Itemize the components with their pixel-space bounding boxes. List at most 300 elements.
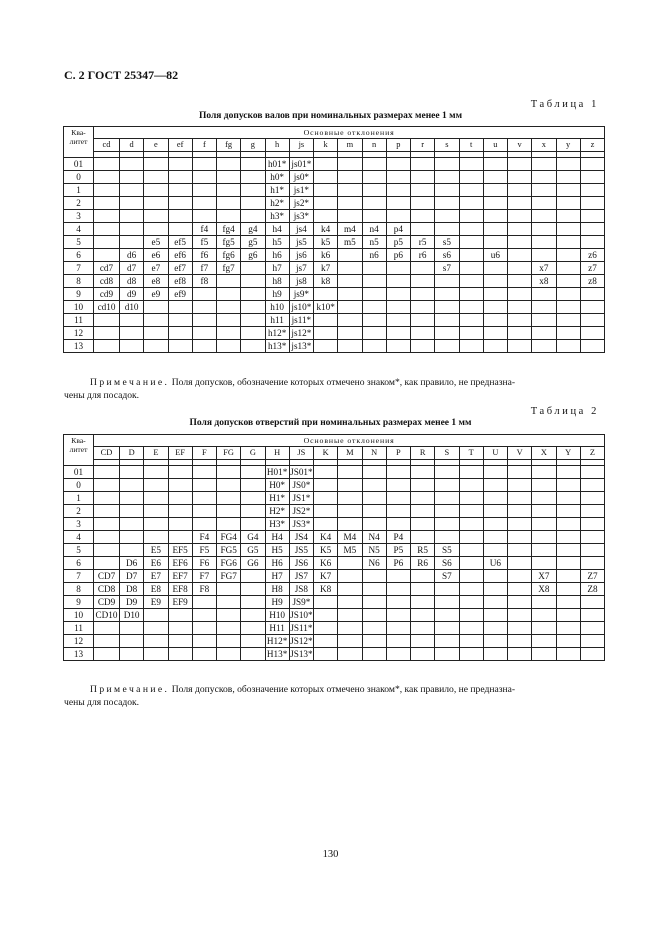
tolerance-cell: [483, 466, 507, 479]
tolerance-cell: [144, 340, 168, 353]
tolerance-cell: [483, 531, 507, 544]
tolerance-cell: [580, 505, 604, 518]
table-row: [64, 557, 605, 570]
tolerance-cell: [411, 314, 435, 327]
tolerance-cell: [217, 197, 241, 210]
tolerance-cell: [168, 171, 192, 184]
tolerance-cell: [435, 171, 459, 184]
tolerance-cell: s7: [435, 262, 459, 275]
tolerance-cell: [508, 622, 532, 635]
tolerance-cell: [386, 327, 410, 340]
tolerance-cell: p6: [386, 249, 410, 262]
tolerance-cell: [192, 648, 216, 661]
tolerance-cell: [144, 479, 168, 492]
tolerance-cell: [314, 609, 338, 622]
tolerance-cell: [580, 596, 604, 609]
tolerance-cell: [556, 531, 580, 544]
tolerance-cell: [532, 479, 556, 492]
tolerance-cell: [217, 609, 241, 622]
column-header: r: [411, 139, 435, 152]
tolerance-cell: [241, 340, 265, 353]
tolerance-cell: [532, 622, 556, 635]
column-header: g: [241, 139, 265, 152]
tolerance-cell: [532, 648, 556, 661]
tolerance-cell: [144, 171, 168, 184]
tolerance-cell: EF7: [168, 570, 192, 583]
tolerance-cell: [508, 544, 532, 557]
tolerance-cell: [459, 505, 483, 518]
tolerance-cell: h3*: [265, 210, 289, 223]
tolerance-cell: JS8: [289, 583, 313, 596]
tolerance-cell: [314, 518, 338, 531]
tolerance-cell: [556, 236, 580, 249]
tolerance-cell: [192, 609, 216, 622]
table-row: [64, 518, 605, 531]
tolerance-cell: H12*: [266, 636, 288, 646]
tolerance-cell: [459, 635, 483, 648]
tolerance-cell: H6: [265, 557, 289, 570]
tolerance-cell: JS13*: [290, 649, 313, 659]
tolerance-cell: [241, 479, 265, 492]
tolerance-cell: [580, 492, 604, 505]
tolerance-cell: [580, 648, 604, 661]
tolerance-cell: [532, 301, 556, 314]
kvalitet-cell: 2: [64, 505, 94, 518]
tolerance-cell: [532, 327, 556, 340]
tolerance-cell: [120, 622, 144, 635]
table-row: [64, 622, 605, 635]
tolerance-cell: S6: [435, 557, 459, 570]
tolerance-cell: H3*: [265, 518, 289, 531]
column-header: z: [580, 139, 604, 152]
tolerance-cell: H0*: [265, 479, 289, 492]
tolerance-cell: [556, 505, 580, 518]
tolerance-cell: x8: [532, 275, 556, 288]
column-header: H: [265, 447, 289, 460]
tolerance-cell: js12*: [289, 327, 313, 340]
tolerance-cell: [120, 635, 144, 648]
tolerance-cell: [314, 197, 338, 210]
tolerance-cell: P6: [386, 557, 410, 570]
tolerance-cell: u6: [483, 249, 507, 262]
tolerance-cell: X8: [532, 583, 556, 596]
tolerance-cell: [483, 570, 507, 583]
tolerance-cell: [435, 210, 459, 223]
tolerance-cell: [144, 622, 168, 635]
tolerance-cell: f7: [192, 262, 216, 275]
tolerance-cell: F5: [192, 544, 216, 557]
tolerance-cell: H7: [265, 570, 289, 583]
tolerance-cell: g4: [241, 223, 265, 236]
kvalitet-cell: 01: [64, 158, 94, 171]
tolerance-cell: [435, 223, 459, 236]
tolerance-cell: [192, 492, 216, 505]
tolerance-cell: [459, 583, 483, 596]
tolerance-cell: [532, 171, 556, 184]
tolerance-cell: [532, 609, 556, 622]
tolerance-cell: [459, 314, 483, 327]
tolerance-cell: [459, 275, 483, 288]
tolerance-cell: [217, 301, 241, 314]
tolerance-cell: JS0*: [289, 479, 313, 492]
tolerance-cell: cd9: [94, 288, 120, 301]
tolerance-cell: [168, 197, 192, 210]
kvalitet-cell: 12: [64, 327, 94, 340]
tolerance-cell: [94, 648, 120, 661]
tolerance-cell: [362, 314, 386, 327]
tolerance-cell: [459, 197, 483, 210]
tolerance-cell: [192, 596, 216, 609]
tolerance-cell: [386, 479, 410, 492]
tolerance-cell: [120, 479, 144, 492]
tolerance-cell: [362, 635, 386, 648]
tolerance-cell: [532, 596, 556, 609]
tolerance-cell: [532, 184, 556, 197]
tolerance-cell: [120, 492, 144, 505]
tolerance-cell: [314, 314, 338, 327]
tolerance-cell: [556, 262, 580, 275]
tolerance-cell: [556, 583, 580, 596]
tolerance-cell: [386, 171, 410, 184]
tolerance-cell: s6: [435, 249, 459, 262]
column-header: V: [508, 447, 532, 460]
hole-tolerance-table: [63, 434, 605, 661]
tolerance-cell: [483, 314, 507, 327]
tolerance-cell: d7: [120, 262, 144, 275]
kvalitet-cell: 10: [64, 609, 94, 622]
tolerance-cell: [386, 210, 410, 223]
tolerance-cell: n4: [362, 223, 386, 236]
tolerance-cell: [459, 327, 483, 340]
tolerance-cell: [192, 622, 216, 635]
tolerance-cell: [241, 314, 265, 327]
tolerance-cell: [192, 466, 216, 479]
table-row: [64, 275, 605, 288]
tolerance-cell: [192, 340, 216, 353]
tolerance-cell: [386, 184, 410, 197]
tolerance-cell: EF8: [168, 583, 192, 596]
tolerance-cell: [483, 210, 507, 223]
tolerance-cell: M4: [338, 531, 362, 544]
tolerance-cell: [94, 171, 120, 184]
tolerance-cell: [411, 327, 435, 340]
tolerance-cell: js8: [289, 275, 313, 288]
tolerance-cell: [144, 518, 168, 531]
tolerance-cell: [532, 314, 556, 327]
table-row: [64, 648, 605, 661]
tolerance-cell: [483, 197, 507, 210]
tolerance-cell: [144, 301, 168, 314]
tolerance-cell: [580, 609, 604, 622]
tolerance-cell: [120, 544, 144, 557]
tolerance-cell: [338, 557, 362, 570]
tolerance-cell: [168, 327, 192, 340]
tolerance-cell: ef9: [168, 288, 192, 301]
tolerance-cell: [580, 479, 604, 492]
tolerance-cell: [483, 518, 507, 531]
kvalitet-cell: 5: [64, 236, 94, 249]
kvalitet-cell: 2: [64, 197, 94, 210]
tolerance-cell: [94, 531, 120, 544]
tolerance-cell: [411, 288, 435, 301]
tolerance-cell: [411, 197, 435, 210]
tolerance-cell: [94, 557, 120, 570]
tolerance-cell: h13*: [265, 340, 289, 353]
tolerance-cell: [411, 340, 435, 353]
tolerance-cell: [556, 570, 580, 583]
tolerance-cell: [411, 531, 435, 544]
column-header: h: [265, 139, 289, 152]
tolerance-cell: [556, 466, 580, 479]
tolerance-cell: [192, 158, 216, 171]
tolerance-cell: [362, 158, 386, 171]
tolerance-cell: [168, 301, 192, 314]
tolerance-cell: [120, 518, 144, 531]
tolerance-cell: [362, 609, 386, 622]
kvalitet-header: Ква- литет: [64, 435, 94, 466]
tolerance-cell: [314, 171, 338, 184]
tolerance-cell: [168, 505, 192, 518]
table-row: [64, 236, 605, 249]
column-header: FG: [217, 447, 241, 460]
tolerance-cell: [580, 171, 604, 184]
tolerance-cell: [362, 197, 386, 210]
tolerance-cell: [241, 466, 265, 479]
tolerance-cell: [168, 635, 192, 648]
tolerance-cell: [483, 340, 507, 353]
tolerance-cell: [459, 544, 483, 557]
kvalitet-cell: 3: [64, 518, 94, 531]
tolerance-cell: [217, 314, 241, 327]
tolerance-cell: h4: [265, 223, 289, 236]
tolerance-cell: [120, 158, 144, 171]
tolerance-cell: [217, 210, 241, 223]
tolerance-cell: [532, 518, 556, 531]
column-header: k: [314, 139, 338, 152]
tolerance-cell: [483, 505, 507, 518]
tolerance-cell: h8: [265, 275, 289, 288]
shaft-tolerance-table: [63, 126, 605, 353]
tolerance-cell: ef5: [168, 236, 192, 249]
tolerance-cell: [120, 340, 144, 353]
tolerance-cell: [411, 171, 435, 184]
tolerance-cell: [386, 158, 410, 171]
table-row: [64, 466, 605, 479]
tolerance-cell: [338, 197, 362, 210]
tolerance-cell: [435, 596, 459, 609]
column-header: JS: [289, 447, 313, 460]
tolerance-cell: [144, 327, 168, 340]
tolerance-cell: [192, 635, 216, 648]
kvalitet-cell: 13: [64, 648, 94, 661]
tolerance-cell: d8: [120, 275, 144, 288]
tolerance-cell: [386, 197, 410, 210]
tolerance-cell: [483, 583, 507, 596]
tolerance-cell: Z8: [580, 583, 604, 596]
tolerance-cell: [508, 249, 532, 262]
tolerance-cell: ef7: [168, 262, 192, 275]
tolerance-cell: [532, 531, 556, 544]
tolerance-cell: [241, 583, 265, 596]
tolerance-cell: [144, 609, 168, 622]
tolerance-cell: k8: [314, 275, 338, 288]
tolerance-cell: JS12*: [290, 636, 313, 646]
tolerance-cell: [508, 340, 532, 353]
tolerance-cell: h11: [265, 314, 289, 327]
tolerance-cell: [435, 648, 459, 661]
tolerance-cell: js10*: [289, 301, 313, 314]
tolerance-cell: e7: [144, 262, 168, 275]
tolerance-cell: k10*: [314, 301, 338, 314]
tolerance-cell: CD9: [94, 596, 120, 609]
tolerance-cell: [362, 288, 386, 301]
tolerance-cell: [94, 249, 120, 262]
tolerance-cell: [314, 505, 338, 518]
tolerance-cell: E6: [144, 557, 168, 570]
tolerance-cell: [411, 505, 435, 518]
tolerance-cell: [459, 288, 483, 301]
column-header: Y: [556, 447, 580, 460]
tolerance-cell: [314, 327, 338, 340]
tolerance-cell: h12*: [265, 327, 289, 340]
tolerance-cell: [556, 275, 580, 288]
tolerance-cell: [338, 327, 362, 340]
tolerance-cell: [94, 210, 120, 223]
tolerance-cell: JS5: [289, 544, 313, 557]
tolerance-cell: EF5: [168, 544, 192, 557]
tolerance-cell: [459, 622, 483, 635]
tolerance-cell: [241, 184, 265, 197]
tolerance-cell: [532, 210, 556, 223]
tolerance-cell: e5: [144, 236, 168, 249]
kvalitet-cell: 9: [64, 596, 94, 609]
tolerance-cell: [192, 184, 216, 197]
tolerance-cell: [217, 184, 241, 197]
tolerance-cell: [435, 479, 459, 492]
tolerance-cell: [483, 301, 507, 314]
tolerance-cell: g6: [241, 249, 265, 262]
tolerance-cell: [217, 635, 241, 648]
tolerance-cell: [338, 275, 362, 288]
tolerance-cell: [362, 171, 386, 184]
tolerance-cell: [483, 171, 507, 184]
tolerance-cell: [411, 479, 435, 492]
tolerance-cell: [314, 466, 338, 479]
tolerance-cell: JS7: [289, 570, 313, 583]
tolerance-cell: [556, 635, 580, 648]
kvalitet-cell: 11: [64, 622, 94, 635]
tolerance-cell: [508, 171, 532, 184]
tolerance-cell: [580, 288, 604, 301]
tolerance-cell: JS01*: [290, 467, 313, 477]
tolerance-cell: [362, 648, 386, 661]
tolerance-cell: [338, 518, 362, 531]
tolerance-cell: [120, 648, 144, 661]
tolerance-cell: [508, 557, 532, 570]
tolerance-cell: [435, 505, 459, 518]
tolerance-cell: [435, 622, 459, 635]
table-row: [64, 184, 605, 197]
tolerance-cell: [411, 262, 435, 275]
main-deviations-header: Основные отклонения: [94, 435, 605, 447]
tolerance-cell: H11: [265, 622, 289, 635]
tolerance-cell: [144, 635, 168, 648]
tolerance-cell: [94, 635, 120, 648]
tolerance-cell: P5: [386, 544, 410, 557]
tolerance-cell: [94, 518, 120, 531]
tolerance-cell: [144, 197, 168, 210]
tolerance-cell: R6: [411, 557, 435, 570]
tolerance-cell: h01*: [265, 158, 289, 171]
tolerance-cell: H2*: [265, 505, 289, 518]
tolerance-cell: [94, 184, 120, 197]
column-header: P: [386, 447, 410, 460]
column-header: S: [435, 447, 459, 460]
table-1-note: [64, 376, 600, 402]
tolerance-cell: JS10*: [290, 610, 313, 620]
tolerance-cell: [338, 622, 362, 635]
tolerance-cell: [314, 288, 338, 301]
tolerance-cell: [435, 518, 459, 531]
tolerance-cell: s5: [435, 236, 459, 249]
tolerance-cell: [241, 301, 265, 314]
tolerance-cell: [386, 492, 410, 505]
tolerance-cell: [459, 340, 483, 353]
tolerance-cell: [120, 197, 144, 210]
tolerance-cell: [411, 518, 435, 531]
tolerance-cell: [411, 210, 435, 223]
column-header: s: [435, 139, 459, 152]
tolerance-cell: cd10: [94, 301, 120, 314]
kvalitet-cell: 6: [64, 557, 94, 570]
tolerance-cell: m5: [338, 236, 362, 249]
table-row: [64, 635, 605, 648]
table-row: [64, 158, 605, 171]
tolerance-cell: [556, 301, 580, 314]
tolerance-cell: [168, 609, 192, 622]
tolerance-cell: [168, 223, 192, 236]
tolerance-cell: h10: [265, 301, 289, 314]
table-2-note: [64, 683, 600, 709]
tolerance-cell: H01*: [266, 467, 288, 477]
tolerance-cell: [508, 223, 532, 236]
tolerance-cell: [435, 184, 459, 197]
tolerance-cell: [144, 531, 168, 544]
tolerance-cell: [94, 340, 120, 353]
tolerance-cell: f4: [192, 223, 216, 236]
column-header: p: [386, 139, 410, 152]
tolerance-cell: FG5: [217, 544, 241, 557]
tolerance-cell: [483, 648, 507, 661]
tolerance-cell: F4: [192, 531, 216, 544]
column-header: E: [144, 447, 168, 460]
tolerance-cell: [580, 223, 604, 236]
tolerance-cell: [483, 635, 507, 648]
tolerance-cell: fg6: [217, 249, 241, 262]
tolerance-cell: [411, 648, 435, 661]
tolerance-cell: FG6: [217, 557, 241, 570]
tolerance-cell: JS2*: [289, 505, 313, 518]
column-header: v: [508, 139, 532, 152]
tolerance-cell: [338, 648, 362, 661]
tolerance-cell: D6: [120, 557, 144, 570]
tolerance-cell: [94, 466, 120, 479]
tolerance-cell: [556, 340, 580, 353]
tolerance-cell: JS1*: [289, 492, 313, 505]
tolerance-cell: [241, 158, 265, 171]
tolerance-cell: K7: [314, 570, 338, 583]
tolerance-cell: F6: [192, 557, 216, 570]
